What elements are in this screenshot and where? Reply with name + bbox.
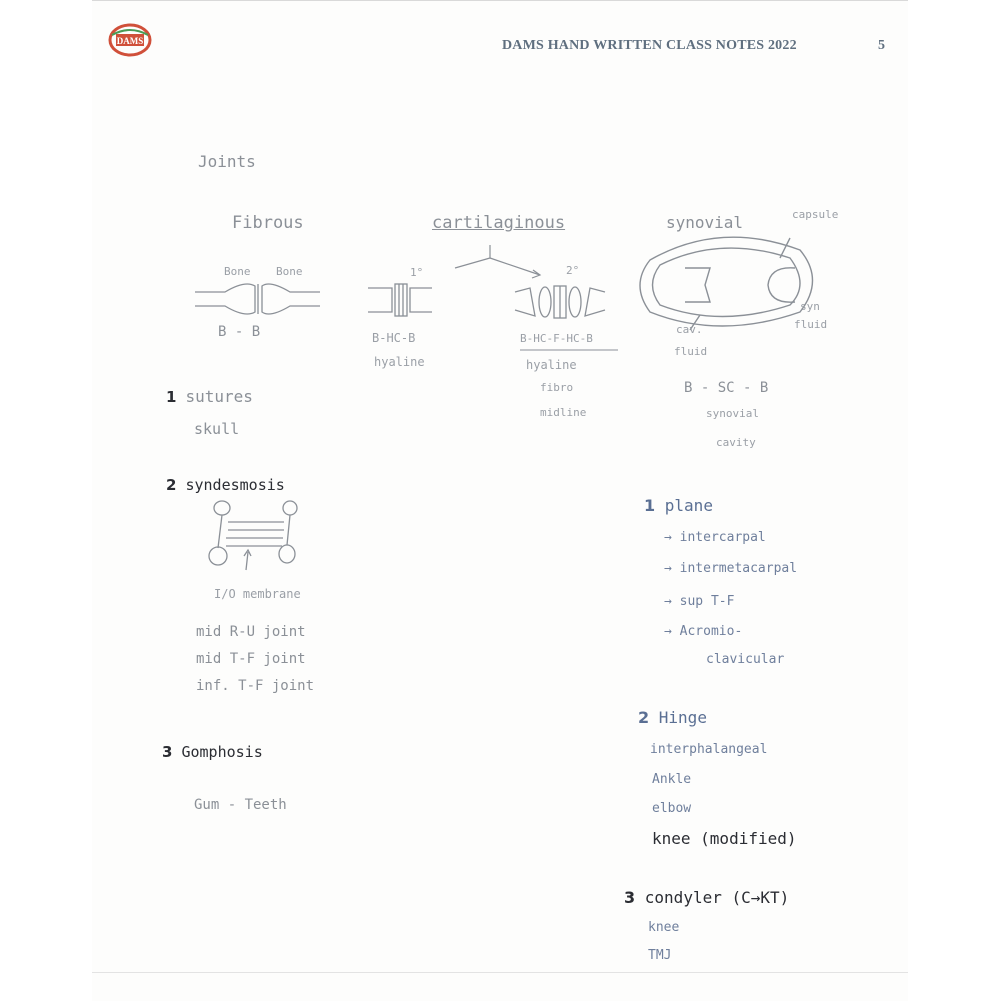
synovial-right-label-2: fluid: [794, 318, 828, 331]
syndesmosis-example-3: inf. T-F joint: [196, 678, 315, 694]
fibrous-item-2: [166, 476, 285, 494]
cartilaginous-arrows: [455, 245, 540, 278]
synovial-item-1: [644, 496, 713, 515]
plane-example-1: → intercarpal: [664, 530, 766, 545]
syndesmosis-membrane: I/O membrane: [214, 587, 301, 601]
fibrous-item-3: [162, 743, 263, 761]
fibrous-item-3-num: 3: [162, 743, 173, 761]
hinge-example-2: Ankle: [652, 772, 692, 787]
hinge-example-4: knee (modified): [652, 829, 797, 848]
fibrous-item-1-num: 1: [166, 388, 177, 406]
secondary-mark: 2°: [566, 264, 580, 277]
synovial-fluid-label: fluid: [674, 345, 708, 358]
synovial-name: synovial: [706, 407, 759, 420]
secondary-midline: midline: [540, 406, 587, 419]
synovial-item-2-num: 2: [638, 708, 650, 727]
condyler-example-1: knee: [648, 920, 680, 935]
synovial-formula: B - SC - B: [684, 380, 769, 396]
synovial-right-label: syn: [800, 300, 820, 313]
fibrous-item-2-title: syndesmosis: [185, 476, 285, 494]
notes-heading: Joints: [198, 152, 256, 171]
fibrous-item-3-title: Gomphosis: [181, 743, 263, 761]
synovial-item-2-title: Hinge: [658, 708, 707, 727]
condyler-example-2: TMJ: [648, 948, 672, 963]
plane-example-5: clavicular: [706, 652, 785, 667]
label-bone-right: Bone: [276, 265, 303, 278]
synovial-item-3-title: condyler (C→KT): [644, 888, 790, 907]
header-title: DAMS HAND WRITTEN CLASS NOTES 2022: [502, 38, 797, 53]
plane-example-4: → Acromio-: [664, 624, 743, 639]
synovial-item-3: [624, 888, 789, 907]
fibrous-item-1: [166, 387, 253, 406]
label-bone-left: Bone: [224, 265, 251, 278]
page-number: 5: [878, 38, 885, 53]
secondary-type: hyaline: [526, 358, 577, 372]
fibrous-item-1-example: skull: [194, 420, 240, 438]
plane-example-2: → intermetacarpal: [664, 561, 798, 576]
logo-text: DAMS: [116, 36, 144, 46]
secondary-cartilaginous-sketch: [515, 286, 605, 318]
secondary-fibro: fibro: [540, 381, 574, 394]
synovial-cavity-label: cav.: [676, 323, 703, 336]
primary-formula: B-HC-B: [372, 331, 416, 345]
fibrous-item-2-num: 2: [166, 476, 177, 494]
plane-example-3: → sup T-F: [664, 594, 735, 609]
primary-mark: 1°: [410, 266, 424, 279]
synovial-item-3-num: 3: [624, 888, 636, 907]
synovial-item-2: [638, 708, 707, 727]
page-footer-line: [92, 972, 908, 973]
type-cartilaginous: cartilaginous: [432, 213, 566, 233]
syndesmosis-example-2: mid T-F joint: [196, 651, 306, 667]
syndesmosis-sketch: [209, 501, 297, 570]
hinge-example-3: elbow: [652, 801, 692, 816]
synovial-item-1-num: 1: [644, 496, 656, 515]
synovial-cavity-2: cavity: [716, 436, 756, 449]
primary-type: hyaline: [374, 355, 425, 369]
label-capsule: capsule: [792, 208, 839, 221]
fibrous-item-1-title: sutures: [185, 387, 253, 406]
type-synovial: synovial: [666, 213, 744, 232]
primary-cartilaginous-sketch: [368, 284, 432, 316]
type-fibrous: Fibrous: [232, 213, 304, 233]
syndesmosis-example-1: mid R-U joint: [196, 624, 306, 640]
secondary-formula: B-HC-F-HC-B: [520, 332, 593, 345]
fibrous-formula: B - B: [218, 324, 261, 340]
hinge-example-1: interphalangeal: [650, 742, 768, 757]
synovial-item-1-title: plane: [664, 496, 713, 515]
gomphosis-example: Gum - Teeth: [194, 797, 287, 813]
fibrous-joint-sketch: [195, 284, 320, 314]
synovial-joint-sketch: [640, 237, 813, 330]
